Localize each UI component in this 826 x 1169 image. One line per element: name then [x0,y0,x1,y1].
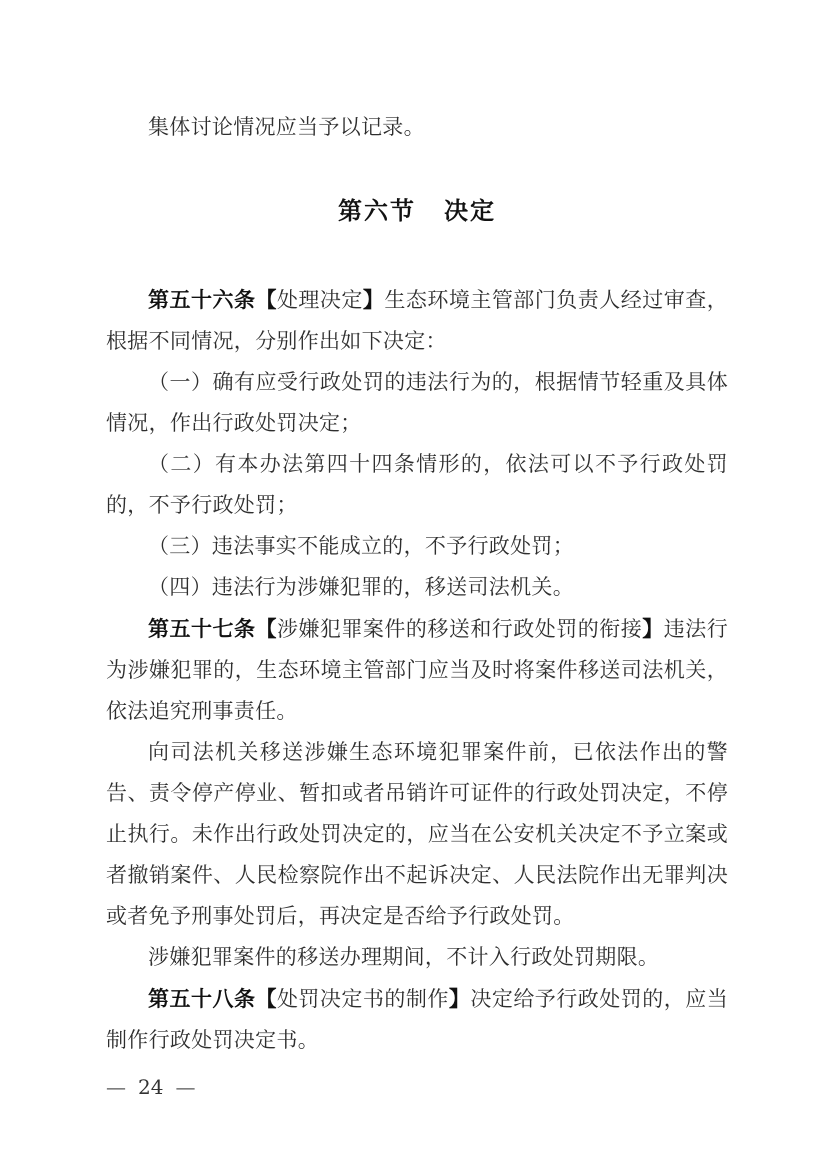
article-56-text: 生态环境主管部门负责人经过审查，根据不同情况，分别作出如下决定： [106,288,728,353]
article-56-item-2: （二）有本办法第四十四条情形的，依法可以不予行政处罚的，不予行政处罚； [106,452,728,517]
article-57-paragraph-3: 涉嫌犯罪案件的移送办理期间，不计入行政处罚期限。 [148,945,660,969]
section-heading [106,190,728,231]
article-58-lead-paragraph [106,978,728,1061]
page-number: 24 [138,1075,164,1099]
article-58-bracket-close: 】 [448,986,471,1011]
article-57-title: 涉嫌犯罪案件的移送和行政处罚的衔接 [276,617,643,641]
article-56-item-3: （三）违法事实不能成立的，不予行政处罚； [148,534,574,558]
article-58-text: 决定给予行政处罚的，应当制作行政处罚决定书。 [106,987,728,1052]
article-56-number: 第五十六条 [148,287,256,312]
page-footer [106,1072,195,1102]
section-title: 决定 [444,196,496,225]
article-58-title: 处罚决定书的制作 [276,987,449,1011]
article-56-bracket-open: 【 [255,287,277,312]
article-56-item-1: （一）确有应受行政处罚的违法行为的，根据情节轻重及具体情况，作出行政处罚决定； [106,370,728,435]
article-56-bracket-close: 】 [362,287,385,312]
article-57-paragraph-2: 向司法机关移送涉嫌生态环境犯罪案件前，已依法作出的警告、责令停产停业、暂扣或者吊销许可证件的行政处罚决定，不停止执行。未作出行政处罚决定的，应当在公安机关决定不予立案或者撤销案件、人民检察院作出不起诉决定、人民法院作出无罪判决或者免予刑事处罚后，再决定是否给予行政处罚。 [106,740,728,928]
article-58-number: 第五十八条 [148,986,256,1011]
article-56-title: 处理决定 [276,288,363,312]
section-number: 第六节 [338,196,416,225]
footer-dash-right: — [175,1075,196,1099]
article-58-bracket-open: 【 [255,986,277,1011]
article-57-number: 第五十七条 [148,616,256,641]
paragraph-collective-discussion: 集体讨论情况应当予以记录。 [148,115,425,139]
article-57-text: 违法行为涉嫌犯罪的，生态环境主管部门应当及时将案件移送司法机关，依法追究刑事责任。 [106,617,728,723]
document-body [106,107,728,1061]
article-56-lead-paragraph [106,279,728,362]
article-56-item-4: （四）违法行为涉嫌犯罪的，移送司法机关。 [148,575,574,599]
article-57-lead-paragraph [106,608,728,732]
footer-dash-left: — [106,1075,126,1099]
article-57-bracket-close: 】 [642,616,664,641]
article-57-bracket-open: 【 [255,616,277,641]
